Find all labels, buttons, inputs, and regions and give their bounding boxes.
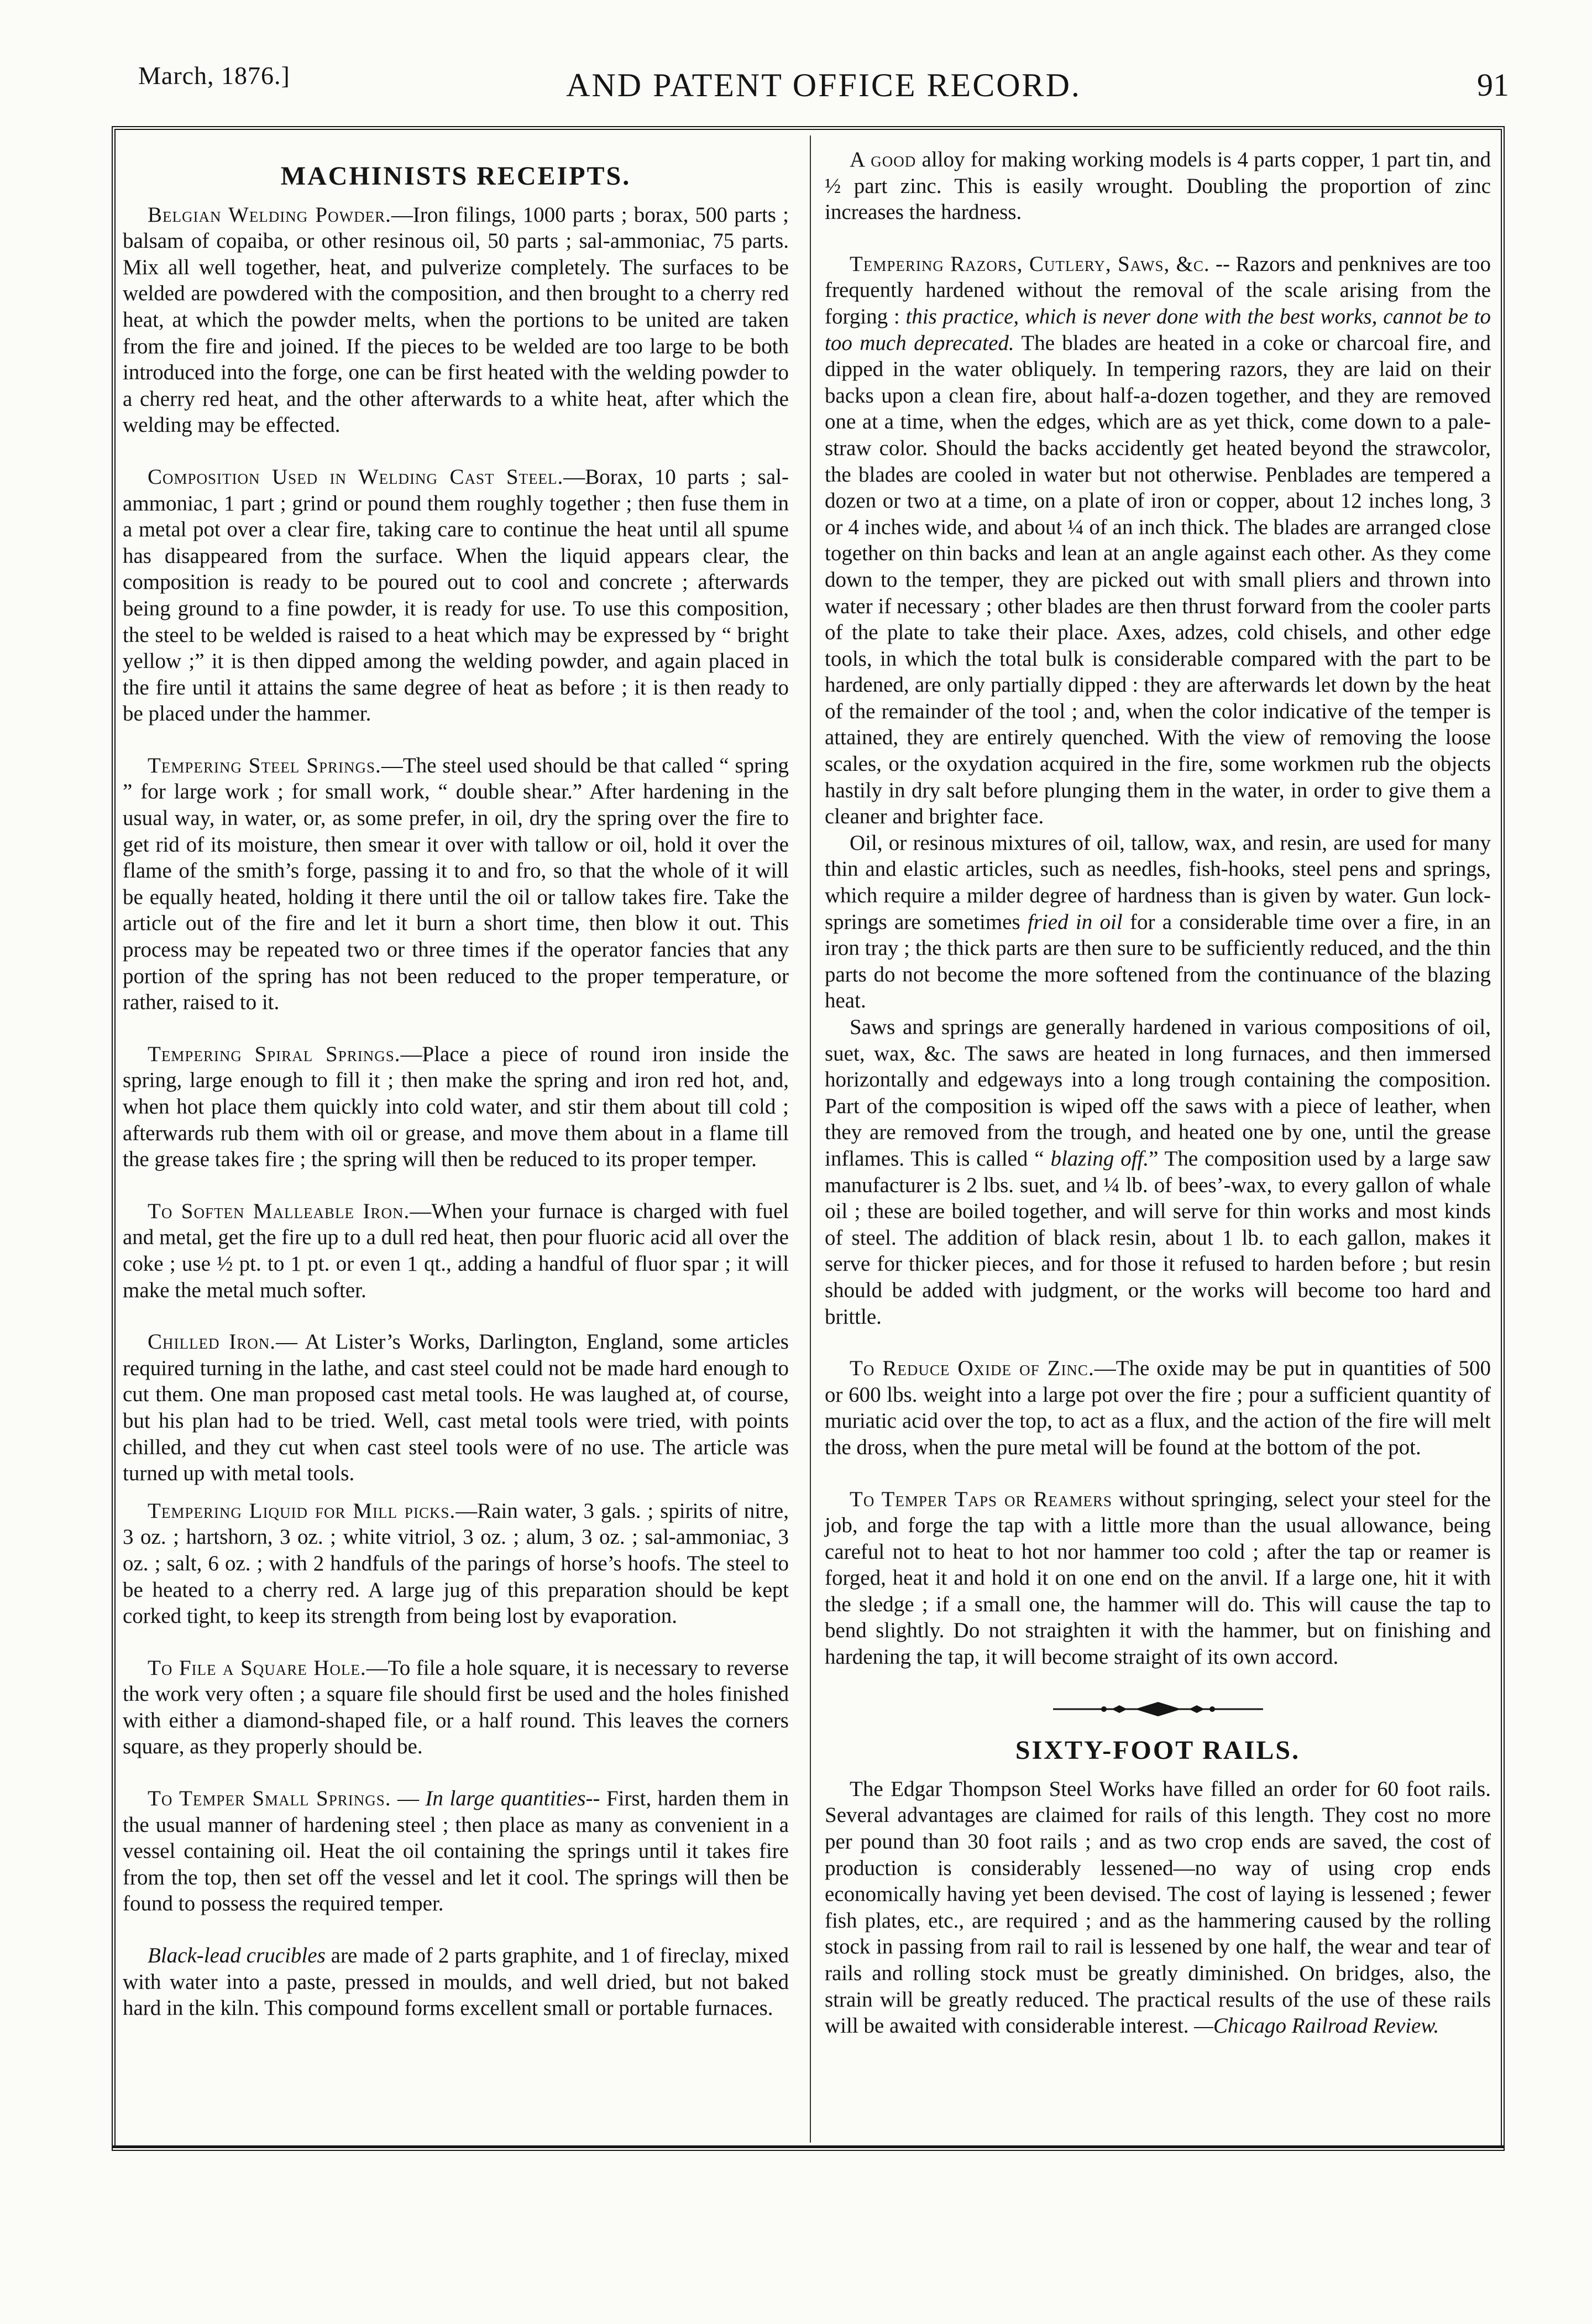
article-lead: Tempering Razors, Cutlery, Saws, &c. [850, 252, 1210, 276]
article-black-lead-crucibles [123, 1942, 789, 2022]
article-body: —Place a piece of round iron inside the spring, large enough to fill it ; then make the spring and iron red hot, and, when hot place them quickly into cold water, and stir them about till cold ; afterwards rub them with oil or grease, and move them about in a flame till the grease takes fire ; the spring will then be reduced to its proper temper. [123, 1042, 789, 1172]
article-body: -- Razors and penknives are too frequently hardened without the removal of the scale arising from the forging : [825, 252, 1491, 328]
article-lead: To Soften Malleable Iron. [148, 1199, 410, 1223]
article-lead: Tempering Liquid for Mill picks. [148, 1498, 456, 1523]
article-body: The blades are heated in a coke or charcoal fire, and dipped in the water obliquely. In tempering razors, they are laid on their backs upon a clean fire, about half-a-dozen together, and they are removed one at a time, when the edges, which are as yet thick, come down to a pale-straw color. Should the backs accidently get heated beyond the strawcolor, the blades are cooled in water but not otherwise. Penblades are tempered a dozen or two at a time, on a plate of iron or copper, about 12 inches long, 3 or 4 inches wide, and about ¼ of an inch thick. The blades are arranged close together on thin backs and lean at an angle against each other. As they come down to the temper, they are picked out with small pliers and thrown into water if necessary ; other blades are then thrust forward from the cooler parts of the plate to take their place. Axes, adzes, cold chisels, and other edge tools, in which the total bulk is considerable compared with the part to be hardened, are only partially dipped : they are afterwards let down by the heat of the remainder of the tool ; and, when the color indicative of the temper is attained, they are entirely quenched. With the view of removing the loose scales, or the oxydation acquired in the fire, some workmen rub the objects hastily in dry salt before plunging them in the water, in order to give them a cleaner and brighter face. [825, 331, 1491, 829]
article-emphasis: fried in oil [1027, 910, 1123, 934]
article-body: —To file a hole square, it is necessary to reverse the work very often ; a square file should first be used and the holes finished with either a diamond-shaped file, or a half round. This leaves the corners square, as they properly should be. [123, 1655, 789, 1759]
article-lead: Belgian Welding Powder. [148, 202, 391, 227]
article-lead: To File a Square Hole. [148, 1655, 366, 1680]
article-attribution: —Chicago Railroad Review. [1194, 2014, 1439, 2038]
article-alloy-models [825, 147, 1491, 226]
article-emphasis: In large quantities [425, 1787, 586, 1811]
article-body: ” The composition used by a large saw manufacturer is 2 lbs. suet, and ¼ lb. of bees’-wax, to every gallon of whale oil ; these are boiled together, and will serve for thin works and most kinds of steel. The addition of black resin, about 1 lb. to each gallon, makes it serve for thicker pieces, and for those it refused to harden before ; but resin should be added with judgment, or the works will become too hard and brittle. [825, 1146, 1491, 1329]
article-body: alloy for making working models is 4 parts copper, 1 part tin, and ½ part zinc. This is easily wrought. Doubling the proportion of zinc increases the hardness. [825, 148, 1491, 224]
article-oil-mixtures [825, 830, 1491, 1014]
article-emphasis: Black-lead crucibles [148, 1944, 326, 1968]
article-body: —The steel used should be that called “ spring ” for large work ; for small work, “ double shear.” After hardening in the usual way, in water, or, as some prefer, in oil, dry the spring over the fire to get rid of its moisture, then smear it over with tallow or oil, hold it over the flame of the smith’s forge, passing it to and fro, so that the whole of it will be equally heated, holding it there until the oil or tallow takes fire. Take the article out of the fire and let it burn a short time, then blow it out. This process may be repeated two or three times if the operator fancies that any portion of the spring has not been reduced to the proper temperature, or rather, raised to it. [123, 753, 789, 1015]
section-title-sixty-foot-rails: SIXTY-FOOT RAILS. [1015, 1736, 1301, 1766]
article-sixty-foot-rails [825, 1776, 1491, 2039]
article-lead: To Temper Small Springs. [148, 1787, 391, 1811]
article-body: without springing, select your steel for the job, and forge the tap with a little more than the usual allowance, being careful not to heat to hot nor hammer too cold ; after the tap or reamer is forged, heat it and hold it on one end on the anvil. If a large one, hit it with the sledge ; if a small one, the hammer will do. This will cause the tap to bend slightly. Do not straighten it with the hammer, but on finishing and hardening the tap, it will become straight of its own accord. [825, 1487, 1491, 1669]
article-body: —Rain water, 3 gals. ; spirits of nitre, 3 oz. ; hartshorn, 3 oz. ; white vitriol, 3 oz. ; alum, 3 oz. ; sal-ammoniac, 3 oz. ; salt, 6 oz. ; with 2 handfuls of the parings of horse’s hoofs. The steel to be heated to a cherry red. A large jug of this preparation should be kept corked tight, to keep its strength from being lost by evaporation. [123, 1498, 789, 1628]
left-column [123, 147, 789, 2022]
frame-bottom-rule [112, 2145, 1505, 2148]
section-title-machinists: MACHINISTS RECEIPTS. [280, 161, 631, 191]
article-body: -- First, harden them in the usual manner of hardening steel ; then place as many as convenient in a vessel containing oil. Heat the oil containing the springs until it takes fire from the top, then set off the vessel and let it cool. The springs will then be found to possess the required temper. [123, 1787, 789, 1916]
article-body: for a considerable time over a fire, in an iron tray ; the thick parts are then sure to be sufficiently reduced, and the thin parts do not become the more softened from the continuance of the blazing heat. [825, 910, 1491, 1013]
article-reduce-oxide-zinc [825, 1355, 1491, 1460]
article-tempering-liquid-mill-picks [123, 1498, 789, 1630]
article-body: —Borax, 10 parts ; sal-ammoniac, 1 part ; grind or pound them roughly together ; then fuse them in a metal pot over a clear fire, taking care to continue the heat until all spume has disappeared from the surface. When the liquid appears clear, the composition is ready to be poured out to cool and concrete ; afterwards being ground to a fine powder, it is ready for use. To use this composition, the steel to be welded is raised to a heat which may be expressed by “ bright yellow ;” it is then dipped among the welding powder, and again placed in the fire until it attains the same degree of heat as before ; it is then ready to be placed under the hammer. [123, 464, 789, 726]
article-file-square-hole [123, 1655, 789, 1760]
article-belgian-welding-powder [123, 202, 789, 438]
article-emphasis: blazing off. [1050, 1146, 1149, 1171]
article-lead: Composition Used in Welding Cast Steel. [148, 464, 564, 489]
article-body: —When your furnace is charged with fuel and metal, get the fire up to a dull red heat, then pour fluoric acid all over the coke ; use ½ pt. to 1 pt. or even 1 qt., adding a handful of fluor spar ; it will make the metal much softer. [123, 1199, 789, 1302]
page-number: 91 [1477, 67, 1509, 103]
article-body: —The oxide may be put in quantities of 500 or 600 lbs. weight into a large pot over the fire ; pour a sufficient quantity of muriatic acid over the top, to act as a flux, and the action of the fire will melt the dross, when the pure metal will be found at the bottom of the pot. [825, 1356, 1491, 1459]
article-lead: Chilled Iron. [148, 1330, 276, 1354]
article-soften-malleable-iron [123, 1198, 789, 1303]
article-body: are made of 2 parts graphite, and 1 of fireclay, mixed with water into a paste, pressed in moulds, and well dried, but not baked hard in the kiln. This compound forms excellent small or portable furnaces. [123, 1944, 789, 2020]
article-lead: Tempering Steel Springs. [148, 753, 381, 777]
article-tempering-steel-springs [123, 753, 789, 1016]
article-body: — At Lister’s Works, Darlington, England, some articles required turning in the lathe, and cast steel could not be made hard enough to cut them. One man proposed cast metal tools. He was laughed at, of course, but his plan had to be tried. Well, cast metal tools were tried, with points chilled, and they cut when cast steel tools were of no use. The article was turned up with metal tools. [123, 1330, 789, 1486]
article-saws-and-springs [825, 1014, 1491, 1330]
article-temper-small-springs [123, 1785, 789, 1917]
article-tempering-razors [825, 251, 1491, 830]
right-column [825, 147, 1491, 2039]
page-header [138, 55, 1509, 105]
column-divider [810, 135, 811, 2143]
article-dash: — [391, 1787, 426, 1811]
article-lead: To Reduce Oxide of Zinc. [850, 1356, 1094, 1381]
article-temper-taps-reamers [825, 1486, 1491, 1670]
article-body: The Edgar Thompson Steel Works have filled an order for 60 foot rails. Several advantages are claimed for rails of this length. They cost no more per pound than 30 foot rails ; and as two crop ends are saved, the cost of production is considerably lessened—no way of using crop ends economically having yet been devised. The cost of laying is lessened ; fewer fish plates, etc., are required ; and as the hammering caused by the rolling stock in passing from rail to rail is lessened by one half, the wear and tear of rails and rolling stock must be greatly diminished. On bridges, also, the strain will be greatly reduced. The practical results of the use of these rails will be awaited with considerable interest. [825, 1777, 1491, 2038]
article-emphasis: this practice, which is never done with the best works, cannot be to too much deprecated. [825, 304, 1491, 355]
article-body: —Iron filings, 1000 parts ; borax, 500 parts ; balsam of copaiba, or other resinous oil, 50 parts ; sal-ammoniac, 75 parts. Mix all well together, heat, and pulverize completely. The surfaces to be welded are powdered with the composition, and then brought to a cherry red heat, at which the powder melts, when the portions to be united are taken from the fire and joined. If the pieces to be welded are too large to be both introduced into the forge, one can be first heated with the welding powder to a cherry red heat, and the other afterwards to a white heat, after which the welding may be effected. [123, 202, 789, 437]
article-chilled-iron [123, 1329, 789, 1487]
issue-date: March, 1876.] [138, 61, 290, 90]
article-body: Saws and springs are generally hardened in various compositions of oil, suet, wax, &c. The saws are heated in long furnaces, and then immersed horizontally and edgeways into a long trough containing the composition. Part of the composition is wiped off the saws with a piece of leather, when they are removed from the trough, and heated one by one, until the grease inflames. This is called “ [825, 1015, 1491, 1171]
article-lead: A good [850, 148, 917, 171]
article-body: Oil, or resinous mixtures of oil, tallow, wax, and resin, are used for many thin and elastic articles, such as needles, fish-hooks, steel pens and springs, which require a milder degree of hardness than is given by water. Gun lock-springs are sometimes [825, 831, 1491, 934]
article-welding-cast-steel [123, 464, 789, 727]
article-lead: Tempering Spiral Springs. [148, 1042, 401, 1066]
running-title: AND PATENT OFFICE RECORD. [566, 67, 1081, 103]
article-tempering-spiral-springs [123, 1041, 789, 1173]
diamond-rule-ornament-icon [825, 1695, 1491, 1721]
article-lead: To Temper Taps or Reamers [850, 1487, 1113, 1511]
